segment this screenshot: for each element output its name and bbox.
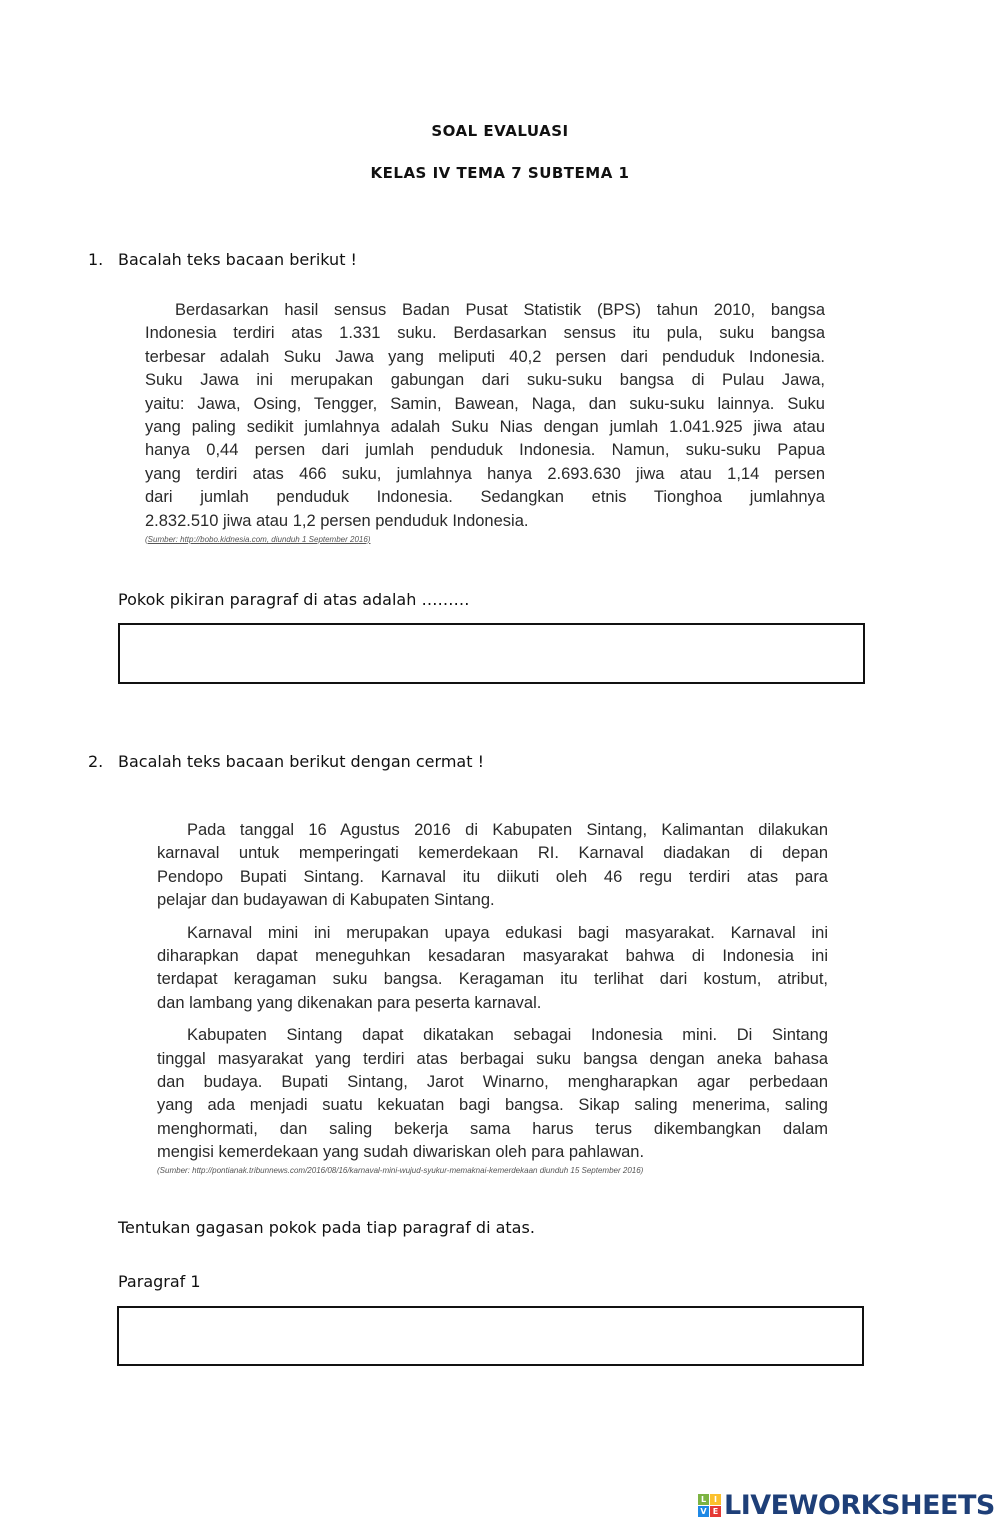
passage-line: pelajar dan budayawan di Kabupaten Sintang. <box>157 891 495 910</box>
question-2-number: 2. <box>88 752 104 771</box>
passage-line: terdapat keragaman suku bangsa. Keragaman itu terlihat dari kostum, atribut, <box>157 970 828 989</box>
question-2-prompt: Tentukan gagasan pokok pada tiap paragraf di atas. <box>118 1218 535 1237</box>
passage-2 <box>157 819 828 1175</box>
paragraph-gap <box>157 1015 828 1024</box>
passage-line: yang terdiri atas 466 suku, jumlahnya hanya 2.693.630 jiwa atau 1,14 persen <box>145 464 825 483</box>
logo-cube: V <box>698 1506 709 1517</box>
passage-line: dari jumlah penduduk Indonesia. Sedangkan etnis Tionghoa jumlahnya <box>145 488 825 507</box>
question-1-instruction: Bacalah teks bacaan berikut ! <box>118 250 357 269</box>
paragraph-gap <box>157 913 828 922</box>
passage-line: karnaval untuk memperingati kemerdekaan RI. Karnaval diadakan di depan <box>157 844 828 863</box>
passage-2-source: (Sumber: http://pontianak.tribunnews.com/2016/08/16/karnaval-mini-wujud-syukur-memaknai-kemerdekaan diunduh 15 September 2016) <box>157 1166 644 1176</box>
passage-line: yaitu: Jawa, Osing, Tengger, Samin, Bawean, Naga, dan suku-suku lainnya. Suku <box>145 394 825 413</box>
passage-line: yang ada menjadi suatu kekuatan bagi bangsa. Sikap saling menerima, saling <box>157 1096 828 1115</box>
passage-line: Berdasarkan hasil sensus Badan Pusat Statistik (BPS) tahun 2010, bangsa <box>175 301 825 319</box>
logo-cube: L <box>698 1494 709 1505</box>
logo-cubes-icon <box>698 1494 721 1517</box>
passage-line: Indonesia terdiri atas 1.331 suku. Berdasarkan sensus itu pula, suku bangsa <box>145 324 825 343</box>
question-1-prompt: Pokok pikiran paragraf di atas adalah ……… <box>118 590 470 609</box>
liveworksheets-logo <box>698 1490 995 1521</box>
logo-cube: E <box>710 1506 721 1517</box>
passage-line: Karnaval mini ini merupakan upaya edukasi bagi masyarakat. Karnaval ini <box>187 923 828 942</box>
passage-line: diharapkan dapat meneguhkan kesadaran masyarakat bahwa di Indonesia ini <box>157 946 828 965</box>
passage-line: hanya 0,44 persen dari jumlah penduduk Indonesia. Namun, suku-suku Papua <box>145 441 825 460</box>
passage-1-source: (Sumber: http://bobo.kidnesia.com, diunduh 1 September 2016) <box>145 534 371 544</box>
question-1-number: 1. <box>88 250 104 269</box>
passage-line: Kabupaten Sintang dapat dikatakan sebagai Indonesia mini. Di Sintang <box>187 1026 828 1045</box>
logo-cube: I <box>710 1494 721 1505</box>
passage-line: tinggal masyarakat yang terdiri atas berbagai suku bangsa dengan aneka bahasa <box>157 1049 828 1068</box>
paragraph-1-label: Paragraf 1 <box>118 1272 201 1291</box>
passage-line: dan budaya. Bupati Sintang, Jarot Winarno, mengharapkan agar perbedaan <box>157 1072 828 1091</box>
passage-line: Pendopo Bupati Sintang. Karnaval itu diikuti oleh 46 regu terdiri atas para <box>157 867 828 886</box>
passage-line: dan lambang yang dikenakan para peserta karnaval. <box>157 993 542 1012</box>
worksheet-subtitle: KELAS IV TEMA 7 SUBTEMA 1 <box>370 164 630 182</box>
worksheet-title: SOAL EVALUASI <box>431 122 569 140</box>
question-2-instruction: Bacalah teks bacaan berikut dengan cermat ! <box>118 752 484 771</box>
answer-box-1[interactable] <box>118 623 865 684</box>
passage-line: yang paling sedikit jumlahnya adalah Suku Nias dengan jumlah 1.041.925 jiwa atau <box>145 417 825 436</box>
passage-line: menghormati, dan saling bekerja sama harus terus dikembangkan dalam <box>157 1119 828 1138</box>
passage-line: Pada tanggal 16 Agustus 2016 di Kabupaten Sintang, Kalimantan dilakukan <box>187 821 828 839</box>
logo-text: LIVEWORKSHEETS <box>724 1490 995 1521</box>
passage-line: mengisi kemerdekaan yang sudah diwariskan oleh para pahlawan. <box>157 1143 645 1162</box>
passage-1 <box>145 299 825 544</box>
answer-box-paragraph-1[interactable] <box>117 1306 864 1366</box>
passage-line: 2.832.510 jiwa atau 1,2 persen penduduk Indonesia. <box>145 511 529 530</box>
passage-line: Suku Jawa ini merupakan gabungan dari suku-suku bangsa di Pulau Jawa, <box>145 371 825 390</box>
passage-line: terbesar adalah Suku Jawa yang meliputi 40,2 persen dari penduduk Indonesia. <box>145 347 825 366</box>
